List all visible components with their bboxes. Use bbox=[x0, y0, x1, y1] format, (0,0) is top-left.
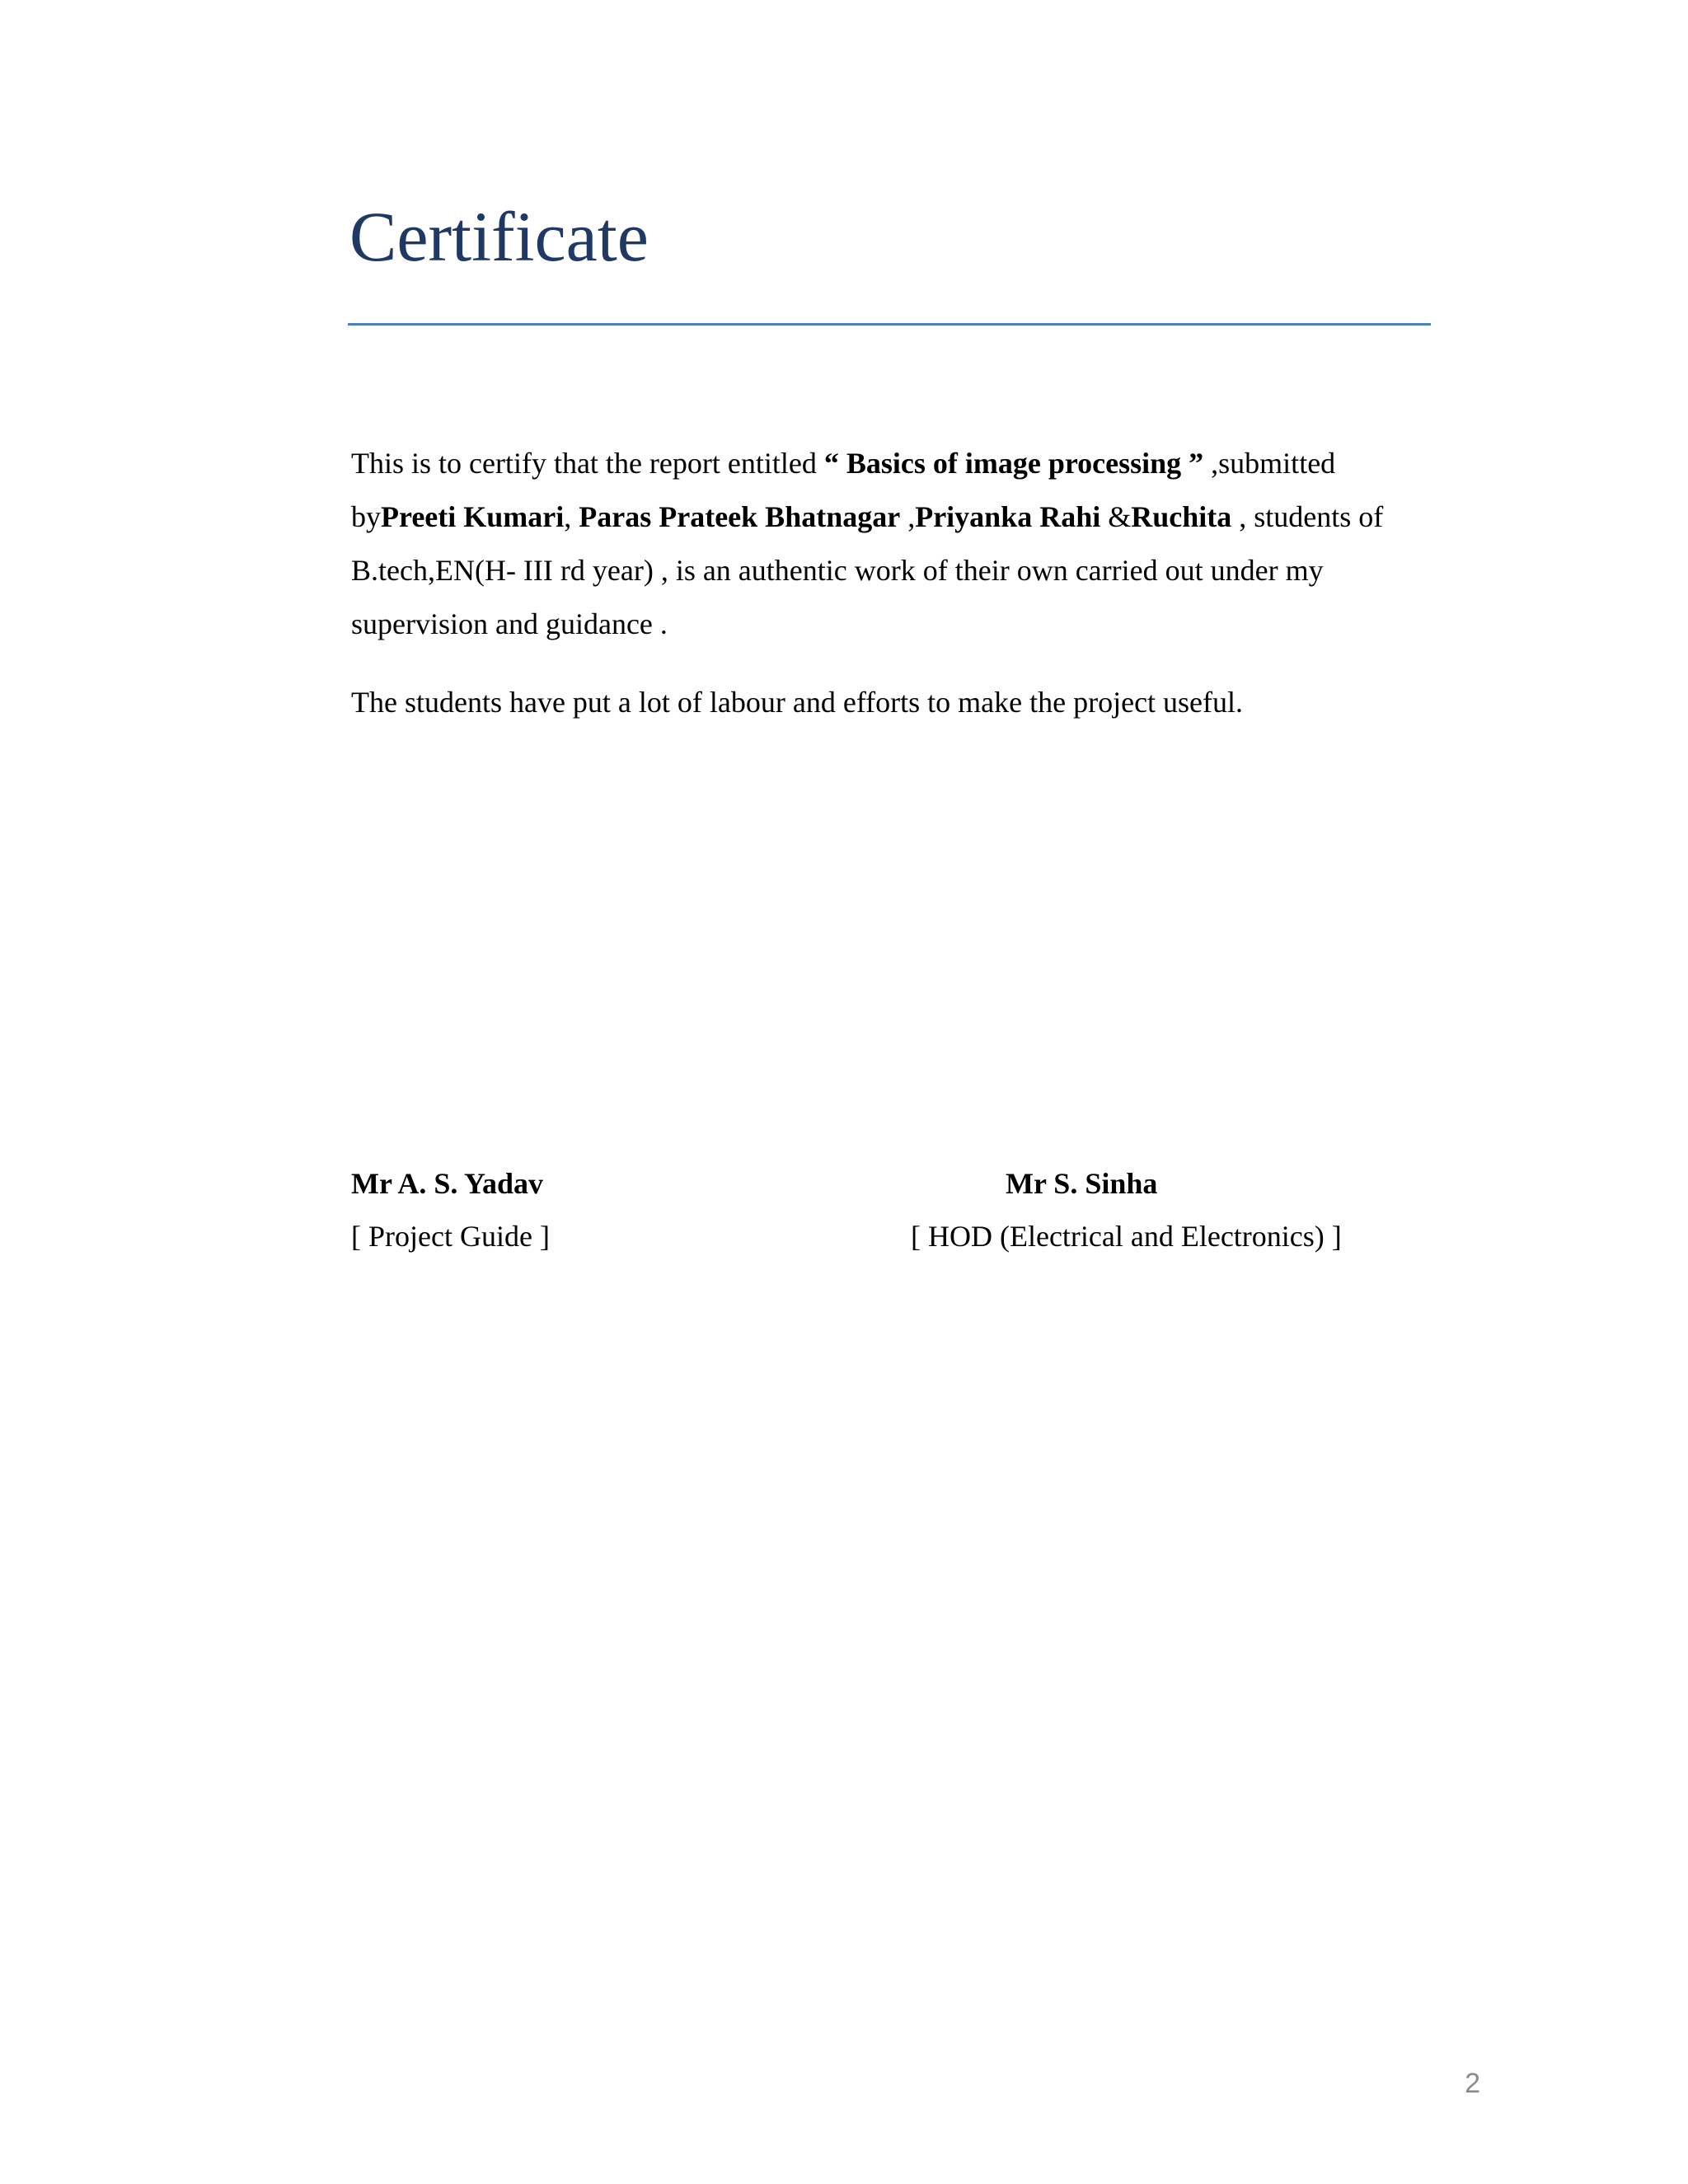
paragraph-text: & bbox=[1100, 500, 1132, 533]
hod-role: [ HOD (Electrical and Electronics) ] bbox=[911, 1220, 1342, 1253]
certification-paragraph bbox=[351, 437, 1439, 651]
student-name: Paras Prateek Bhatnagar bbox=[579, 500, 901, 533]
paragraph-text: , students of B.tech,EN(H- III rd year) , is an authentic work of their own carried out under my supervision and guidance . bbox=[351, 500, 1384, 640]
paragraph-text: ,submitted by bbox=[351, 447, 1336, 533]
report-title: “ Basics of image processing ” bbox=[823, 447, 1204, 480]
hod-name: Mr S. Sinha bbox=[1006, 1167, 1158, 1200]
project-guide-name: Mr A. S. Yadav bbox=[351, 1167, 544, 1200]
title-divider bbox=[348, 323, 1431, 326]
student-name: Preeti Kumari bbox=[381, 500, 565, 533]
page-title: Certificate bbox=[349, 197, 649, 276]
project-guide-role: [ Project Guide ] bbox=[351, 1220, 550, 1253]
effort-paragraph: The students have put a lot of labour and efforts to make the project useful. bbox=[351, 686, 1244, 719]
page-number: 2 bbox=[1465, 2068, 1480, 2099]
paragraph-text: , bbox=[564, 500, 579, 533]
student-name: Ruchita bbox=[1131, 500, 1232, 533]
paragraph-text: , bbox=[900, 500, 916, 533]
student-name: Priyanka Rahi bbox=[915, 500, 1101, 533]
paragraph-text: This is to certify that the report entitled bbox=[351, 447, 824, 480]
